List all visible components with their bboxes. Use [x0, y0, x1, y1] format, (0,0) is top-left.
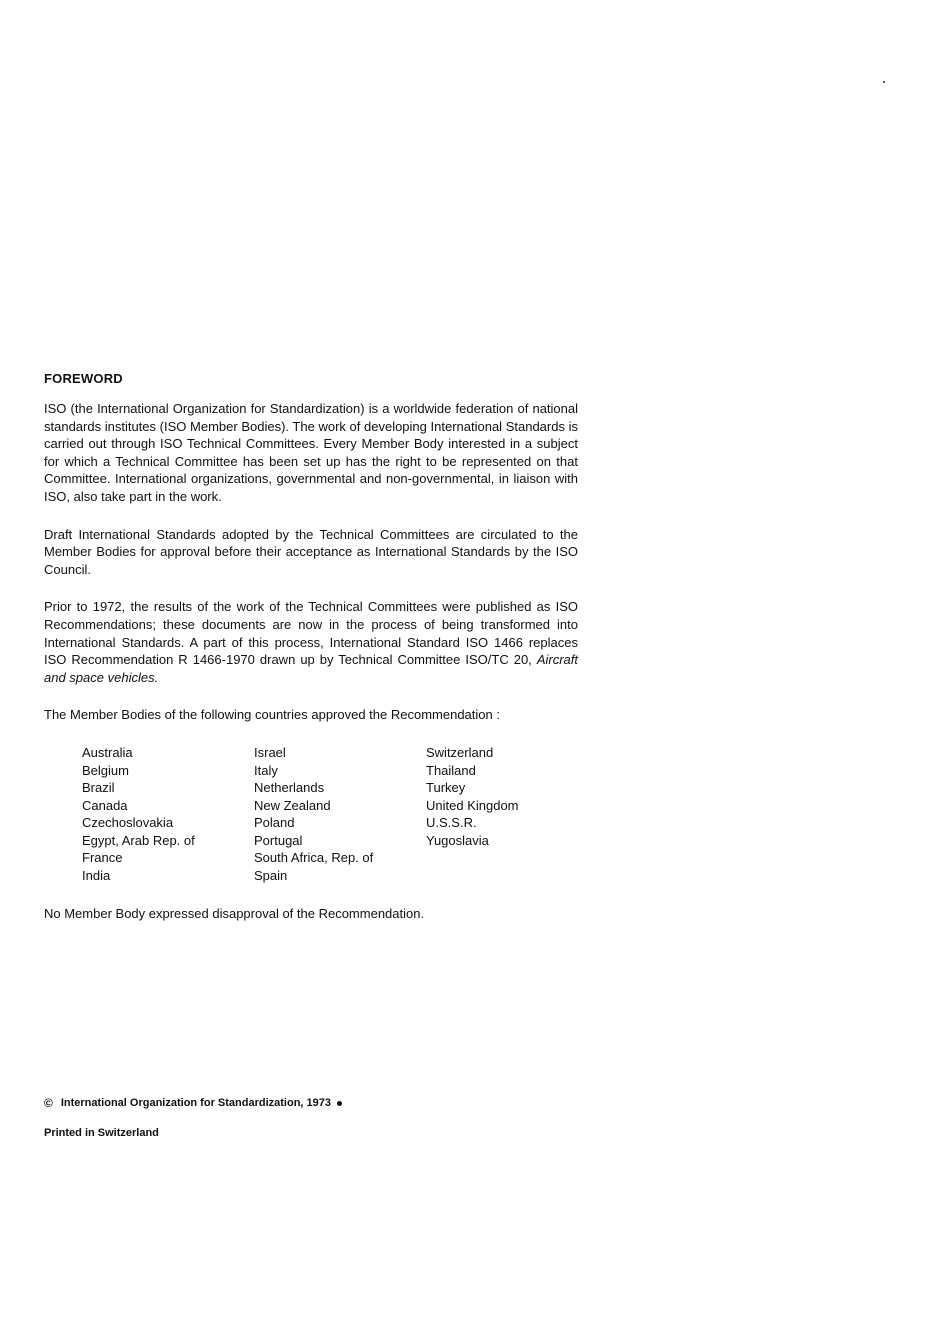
country-item: Turkey	[426, 780, 466, 796]
countries-list	[82, 744, 602, 885]
country-item: France	[82, 850, 123, 866]
copyright-symbol: ©	[44, 1096, 53, 1110]
committee-title: Aircraft and space vehicles.	[44, 652, 578, 685]
country-item: Belgium	[82, 762, 129, 778]
country-item: South Africa, Rep. of	[254, 850, 374, 866]
scan-speck	[883, 81, 885, 83]
country-item: Israel	[254, 744, 286, 760]
country-item: Australia	[82, 744, 133, 760]
country-item: Yugoslavia	[426, 832, 489, 848]
foreword-paragraph-1: ISO (the International Organization for Standardization) is a worldwide federation of national standards institutes (ISO Member Bodies). The work of developing International Standards is carried out through ISO Technical Committees. Every Member Body interested in a subject for which a Technical Committee has been set up has the right to be represented on that Committee. International organizations, governmental and non-governmental, in liaison with ISO, also take part in the work.	[44, 401, 578, 504]
countries-column-1	[82, 744, 254, 885]
paragraph-3-text: Prior to 1972, the results of the work of the Technical Committees were published as ISO Recommendations; these documents are now in the process of being transformed into International Standards. A part of this process, International Standard ISO 1466 replaces ISO Recommendation R 1466-1970 drawn up by Technical Committee ISO/TC 20,	[44, 599, 578, 668]
bullet-icon	[337, 1101, 342, 1106]
foreword-section	[44, 370, 578, 942]
copyright-text: International Organization for Standardization, 1973	[60, 1097, 331, 1109]
countries-column-3	[426, 744, 598, 885]
foreword-paragraph-3	[44, 598, 578, 686]
foreword-paragraph-2: Draft International Standards adopted by the Technical Committees are circulated to the Member Bodies for approval before their acceptance as International Standards by the ISO Council.	[44, 526, 578, 577]
footer	[44, 1095, 544, 1141]
foreword-paragraph-4: The Member Bodies of the following countries approved the Recommendation :	[44, 707, 500, 723]
country-item: Netherlands	[254, 780, 325, 796]
country-item: Thailand	[426, 762, 476, 778]
printed-in: Printed in Switzerland	[44, 1127, 159, 1139]
country-item: Spain	[254, 868, 288, 884]
foreword-heading: FOREWORD	[44, 371, 123, 386]
country-item: New Zealand	[254, 797, 331, 813]
copyright-line	[44, 1095, 544, 1111]
country-item: Switzerland	[426, 744, 494, 760]
country-item: Canada	[82, 797, 128, 813]
country-item: Portugal	[254, 832, 303, 848]
foreword-paragraph-5: No Member Body expressed disapproval of the Recommendation.	[44, 905, 425, 921]
country-item: Brazil	[82, 780, 115, 796]
country-item: Egypt, Arab Rep. of	[82, 832, 195, 848]
country-item: Poland	[254, 815, 295, 831]
country-item: Czechoslovakia	[82, 815, 174, 831]
countries-column-2	[254, 744, 426, 885]
country-item: United Kingdom	[426, 797, 519, 813]
country-item: India	[82, 868, 111, 884]
country-item: Italy	[254, 762, 278, 778]
country-item: U.S.S.R.	[426, 815, 477, 831]
